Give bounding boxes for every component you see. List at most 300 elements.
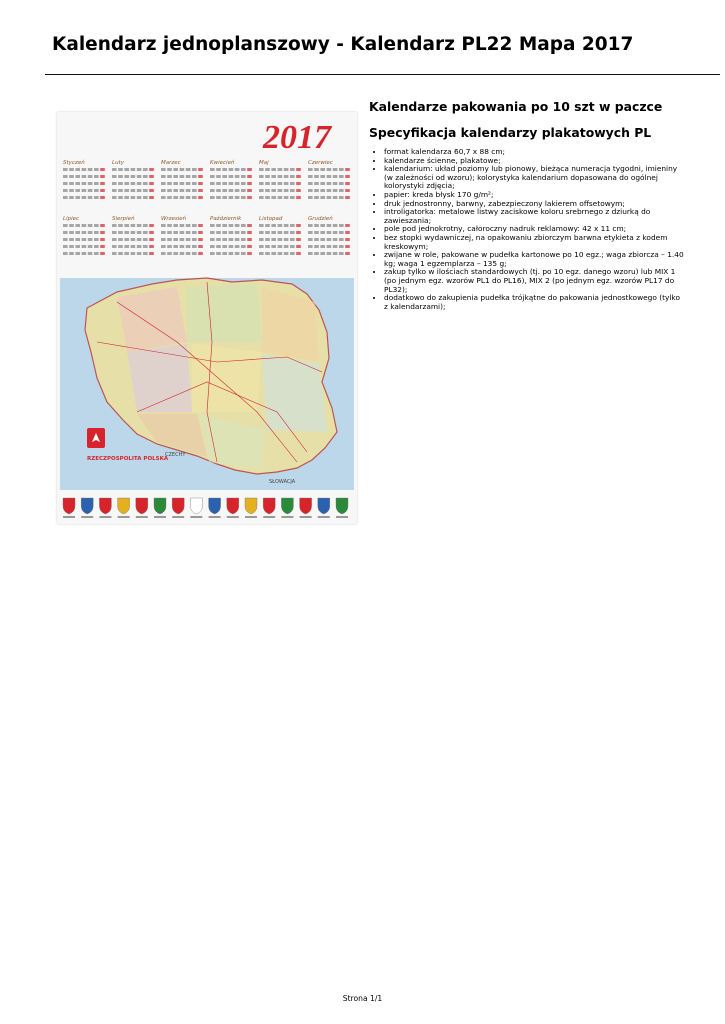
calendar-day-cell	[100, 182, 105, 185]
coat-of-arms-icon	[263, 498, 275, 514]
calendar-day-cell	[327, 168, 332, 171]
calendar-day-cell	[333, 189, 338, 192]
calendar-day-cell	[284, 245, 289, 248]
calendar-day-cell	[271, 168, 276, 171]
calendar-day-cell	[210, 175, 215, 178]
calendar-day-cell	[63, 245, 68, 248]
calendar-day-cell	[320, 231, 325, 234]
calendar-day-cell	[333, 168, 338, 171]
calendar-day-cell	[308, 168, 313, 171]
calendar-day-cell	[271, 224, 276, 227]
calendar-month-name: Sierpień	[112, 216, 135, 222]
coat-of-arms-caption	[81, 516, 93, 518]
calendar-day-cell	[210, 189, 215, 192]
poland-emblem	[87, 428, 105, 448]
calendar-day-cell	[112, 252, 117, 255]
calendar-day-cell	[137, 175, 142, 178]
calendar-day-cell	[173, 168, 178, 171]
calendar-day-cell	[247, 196, 252, 199]
calendar-day-cell	[173, 182, 178, 185]
calendar-day-cell	[222, 245, 227, 248]
calendar-day-cell	[186, 252, 191, 255]
coat-of-arms-caption	[318, 516, 330, 518]
calendar-day-cell	[69, 245, 74, 248]
calendar-day-cell	[143, 175, 148, 178]
calendar-day-cell	[180, 252, 185, 255]
calendar-day-cell	[94, 196, 99, 199]
calendar-day-cell	[296, 231, 301, 234]
calendar-day-cell	[278, 238, 283, 241]
coat-of-arms-icon	[154, 498, 166, 514]
calendar-day-cell	[278, 175, 283, 178]
calendar-day-cell	[192, 189, 197, 192]
calendar-day-cell	[345, 182, 350, 185]
calendar-month	[308, 215, 350, 255]
calendar-day-cell	[247, 252, 252, 255]
spec-heading: Specyfikacja kalendarzy plakatowych PL	[369, 125, 652, 140]
calendar-day-cell	[143, 252, 148, 255]
calendar-day-cell	[94, 224, 99, 227]
calendar-day-cell	[100, 168, 105, 171]
calendar-day-cell	[167, 231, 172, 234]
calendar-day-cell	[88, 182, 93, 185]
title-divider	[45, 74, 720, 75]
calendar-day-cell	[265, 196, 270, 199]
calendar-day-cell	[75, 175, 80, 178]
calendar-day-cell	[180, 175, 185, 178]
calendar-day-cell	[143, 196, 148, 199]
calendar-day-cell	[180, 245, 185, 248]
calendar-month	[259, 216, 301, 255]
calendar-day-cell	[149, 252, 154, 255]
calendar-day-cell	[161, 238, 166, 241]
calendar-day-cell	[112, 175, 117, 178]
calendar-day-cell	[131, 252, 136, 255]
calendar-day-cell	[167, 238, 172, 241]
calendar-day-cell	[241, 168, 246, 171]
calendar-day-cell	[290, 238, 295, 241]
calendar-day-cell	[63, 175, 68, 178]
calendar-month-name: Październik	[210, 216, 242, 222]
calendar-day-cell	[82, 224, 87, 227]
calendar-day-cell	[339, 182, 344, 185]
calendar-day-cell	[112, 189, 117, 192]
calendar-day-cell	[222, 231, 227, 234]
calendar-day-cell	[137, 252, 142, 255]
calendar-day-cell	[278, 224, 283, 227]
calendar-day-cell	[173, 224, 178, 227]
coat-of-arms-icon	[81, 498, 93, 514]
spec-item: • kalendarium: układ poziomy lub pionowy, bieżąca numeracja tygodni, imieniny (w zależności od wzoru); kolorystyka kalendarium dopasowana do ogólnej kolorystyki zdjęcia;	[384, 165, 684, 191]
coat-of-arms-caption	[154, 516, 166, 518]
calendar-day-cell	[186, 245, 191, 248]
coat-of-arms-icon	[227, 498, 239, 514]
calendar-day-cell	[161, 175, 166, 178]
calendar-day-cell	[241, 175, 246, 178]
calendar-day-cell	[82, 168, 87, 171]
calendar-day-cell	[216, 224, 221, 227]
calendar-day-cell	[296, 224, 301, 227]
calendar-day-cell	[75, 252, 80, 255]
calendar-day-cell	[131, 224, 136, 227]
calendar-day-cell	[235, 189, 240, 192]
calendar-day-cell	[161, 231, 166, 234]
calendar-day-cell	[100, 252, 105, 255]
calendar-day-cell	[63, 196, 68, 199]
calendar-day-cell	[124, 224, 129, 227]
calendar-day-cell	[308, 224, 313, 227]
calendar-day-cell	[198, 252, 203, 255]
calendar-day-cell	[308, 189, 313, 192]
calendar-day-cell	[271, 231, 276, 234]
calendar-day-cell	[345, 245, 350, 248]
calendar-day-cell	[210, 168, 215, 171]
calendar-day-cell	[339, 224, 344, 227]
calendar-day-cell	[210, 245, 215, 248]
calendar-day-cell	[198, 168, 203, 171]
calendar-day-cell	[88, 189, 93, 192]
calendar-day-cell	[241, 189, 246, 192]
calendar-month	[210, 159, 252, 199]
coat-of-arms-icon	[245, 498, 257, 514]
calendar-day-cell	[173, 175, 178, 178]
calendar-day-cell	[173, 189, 178, 192]
spec-item: • zwijane w role, pakowane w pudełka kartonowe po 10 egz.; waga zbiorcza – 1.40 kg; waga 1 egzemplarza – 135 g;	[384, 251, 684, 268]
spec-item: • introligatorka: metalowe listwy zaciskowe koloru srebrnego z dziurką do zawieszania;	[384, 208, 684, 225]
calendar-day-cell	[345, 231, 350, 234]
calendar-day-cell	[320, 238, 325, 241]
calendar-day-cell	[284, 252, 289, 255]
calendar-day-cell	[235, 224, 240, 227]
calendar-day-cell	[124, 231, 129, 234]
calendar-day-cell	[320, 245, 325, 248]
calendar-day-cell	[198, 189, 203, 192]
calendar-day-cell	[235, 168, 240, 171]
calendar-day-cell	[118, 168, 123, 171]
calendar-day-cell	[308, 245, 313, 248]
calendar-day-cell	[192, 231, 197, 234]
calendar-day-cell	[149, 224, 154, 227]
calendar-day-cell	[320, 168, 325, 171]
calendar-day-cell	[192, 175, 197, 178]
calendar-day-cell	[167, 175, 172, 178]
calendar-day-cell	[216, 189, 221, 192]
calendar-day-cell	[265, 231, 270, 234]
calendar-day-cell	[229, 196, 234, 199]
calendar-day-cell	[271, 238, 276, 241]
calendar-day-cell	[63, 224, 68, 227]
calendar-day-cell	[210, 252, 215, 255]
calendar-day-cell	[222, 196, 227, 199]
calendar-day-cell	[339, 196, 344, 199]
calendar-day-cell	[210, 231, 215, 234]
calendar-day-cell	[308, 182, 313, 185]
calendar-month-name: Kwiecień	[210, 160, 235, 166]
calendar-day-cell	[173, 196, 178, 199]
packaging-heading: Kalendarze pakowania po 10 szt w paczce	[369, 99, 663, 114]
calendar-day-cell	[149, 189, 154, 192]
calendar-day-cell	[173, 238, 178, 241]
calendar-month-name: Czerwiec	[308, 160, 333, 166]
calendar-day-cell	[186, 224, 191, 227]
calendar-day-cell	[327, 175, 332, 178]
calendar-day-cell	[241, 252, 246, 255]
calendar-day-cell	[296, 182, 301, 185]
calendar-day-cell	[229, 231, 234, 234]
product-image	[57, 112, 357, 524]
calendar-day-cell	[149, 182, 154, 185]
calendar-day-cell	[278, 196, 283, 199]
calendar-day-cell	[314, 252, 319, 255]
calendar-day-cell	[161, 245, 166, 248]
calendar-day-cell	[75, 231, 80, 234]
calendar-day-cell	[345, 238, 350, 241]
calendar-day-cell	[247, 245, 252, 248]
calendar-day-cell	[167, 224, 172, 227]
calendar-day-cell	[296, 196, 301, 199]
calendar-month	[63, 159, 105, 199]
calendar-day-cell	[247, 189, 252, 192]
calendar-day-cell	[180, 196, 185, 199]
calendar-day-cell	[137, 224, 142, 227]
calendar-day-cell	[222, 224, 227, 227]
calendar-day-cell	[112, 168, 117, 171]
calendar-day-cell	[131, 245, 136, 248]
calendar-day-cell	[124, 238, 129, 241]
calendar-day-cell	[314, 231, 319, 234]
calendar-day-cell	[229, 182, 234, 185]
calendar-day-cell	[149, 175, 154, 178]
calendar-day-cell	[143, 231, 148, 234]
calendar-day-cell	[333, 252, 338, 255]
calendar-day-cell	[69, 252, 74, 255]
coat-of-arms-caption	[63, 516, 75, 518]
calendar-day-cell	[284, 231, 289, 234]
calendar-day-cell	[222, 168, 227, 171]
calendar-day-cell	[265, 189, 270, 192]
calendar-month-name: Styczeń	[63, 160, 85, 166]
calendar-day-cell	[265, 168, 270, 171]
calendar-day-cell	[210, 224, 215, 227]
calendar-day-cell	[137, 245, 142, 248]
calendar-day-cell	[290, 224, 295, 227]
calendar-day-cell	[131, 231, 136, 234]
calendar-day-cell	[271, 189, 276, 192]
spec-item: • papier: kreda błysk 170 g/m²;	[384, 191, 684, 200]
coat-of-arms-caption	[336, 516, 348, 518]
coat-of-arms-icon	[118, 498, 130, 514]
calendar-day-cell	[278, 182, 283, 185]
calendar-day-cell	[241, 245, 246, 248]
calendar-day-cell	[296, 238, 301, 241]
coat-of-arms-icon	[281, 498, 293, 514]
calendar-day-cell	[124, 245, 129, 248]
page-footer: Strona 1/1	[342, 994, 383, 1003]
spec-item: • dodatkowo do zakupienia pudełka trójkątne do pakowania jednostkowego (tylko z kalendarzami);	[384, 294, 684, 311]
calendar-day-cell	[320, 252, 325, 255]
coat-of-arms-caption	[172, 516, 184, 518]
calendar-months-grid	[63, 159, 350, 255]
calendar-day-cell	[161, 168, 166, 171]
calendar-day-cell	[75, 238, 80, 241]
calendar-day-cell	[327, 238, 332, 241]
calendar-day-cell	[339, 231, 344, 234]
calendar-day-cell	[75, 182, 80, 185]
calendar-day-cell	[192, 245, 197, 248]
calendar-day-cell	[198, 182, 203, 185]
calendar-day-cell	[198, 238, 203, 241]
calendar-day-cell	[278, 252, 283, 255]
calendar-day-cell	[69, 238, 74, 241]
calendar-day-cell	[69, 182, 74, 185]
calendar-day-cell	[314, 182, 319, 185]
calendar-day-cell	[137, 196, 142, 199]
calendar-month	[112, 215, 154, 255]
coat-of-arms-icon	[172, 498, 184, 514]
calendar-day-cell	[296, 245, 301, 248]
calendar-day-cell	[100, 224, 105, 227]
calendar-day-cell	[345, 196, 350, 199]
calendar-day-cell	[137, 182, 142, 185]
calendar-day-cell	[180, 182, 185, 185]
calendar-day-cell	[69, 231, 74, 234]
calendar-day-cell	[296, 252, 301, 255]
calendar-day-cell	[137, 238, 142, 241]
calendar-day-cell	[88, 238, 93, 241]
calendar-day-cell	[137, 189, 142, 192]
calendar-day-cell	[192, 168, 197, 171]
calendar-day-cell	[339, 252, 344, 255]
calendar-day-cell	[186, 168, 191, 171]
calendar-day-cell	[167, 168, 172, 171]
calendar-day-cell	[314, 224, 319, 227]
calendar-day-cell	[75, 196, 80, 199]
calendar-day-cell	[216, 238, 221, 241]
calendar-day-cell	[284, 238, 289, 241]
calendar-day-cell	[180, 231, 185, 234]
calendar-day-cell	[216, 168, 221, 171]
calendar-day-cell	[216, 252, 221, 255]
calendar-day-cell	[271, 175, 276, 178]
calendar-day-cell	[339, 168, 344, 171]
calendar-day-cell	[88, 175, 93, 178]
calendar-day-cell	[259, 182, 264, 185]
calendar-day-cell	[241, 196, 246, 199]
calendar-day-cell	[198, 231, 203, 234]
calendar-day-cell	[192, 224, 197, 227]
spec-item: • format kalendarza 60,7 x 88 cm;	[384, 148, 684, 157]
calendar-day-cell	[327, 245, 332, 248]
calendar-day-cell	[259, 231, 264, 234]
calendar-day-cell	[186, 189, 191, 192]
calendar-day-cell	[143, 168, 148, 171]
calendar-day-cell	[112, 245, 117, 248]
calendar-day-cell	[241, 224, 246, 227]
calendar-day-cell	[198, 224, 203, 227]
calendar-day-cell	[314, 196, 319, 199]
calendar-day-cell	[222, 238, 227, 241]
calendar-day-cell	[229, 245, 234, 248]
calendar-day-cell	[241, 182, 246, 185]
calendar-day-cell	[131, 196, 136, 199]
calendar-day-cell	[271, 196, 276, 199]
calendar-day-cell	[173, 245, 178, 248]
calendar-day-cell	[235, 238, 240, 241]
calendar-day-cell	[118, 196, 123, 199]
coat-of-arms-icon	[318, 498, 330, 514]
calendar-day-cell	[112, 238, 117, 241]
calendar-day-cell	[284, 168, 289, 171]
calendar-day-cell	[271, 252, 276, 255]
calendar-day-cell	[314, 238, 319, 241]
spec-item: • kalendarze ścienne, plakatowe;	[384, 157, 684, 166]
calendar-day-cell	[149, 196, 154, 199]
calendar-day-cell	[167, 196, 172, 199]
coat-of-arms-caption	[136, 516, 148, 518]
calendar-day-cell	[333, 175, 338, 178]
calendar-day-cell	[186, 238, 191, 241]
calendar-day-cell	[94, 168, 99, 171]
calendar-day-cell	[229, 168, 234, 171]
map-country-label-slovakia: SŁOWACJA	[269, 479, 296, 485]
calendar-day-cell	[94, 231, 99, 234]
calendar-day-cell	[124, 168, 129, 171]
calendar-month-name: Maj	[259, 160, 269, 166]
calendar-day-cell	[259, 224, 264, 227]
calendar-day-cell	[333, 238, 338, 241]
calendar-day-cell	[308, 175, 313, 178]
calendar-day-cell	[131, 168, 136, 171]
calendar-day-cell	[290, 231, 295, 234]
coat-of-arms-caption	[209, 516, 221, 518]
calendar-day-cell	[69, 196, 74, 199]
calendar-day-cell	[63, 189, 68, 192]
coat-of-arms-icon	[300, 498, 312, 514]
calendar-day-cell	[131, 238, 136, 241]
calendar-day-cell	[296, 175, 301, 178]
calendar-day-cell	[278, 168, 283, 171]
calendar-day-cell	[88, 168, 93, 171]
calendar-day-cell	[320, 189, 325, 192]
calendar-month-name: Wrzesień	[161, 216, 187, 222]
calendar-day-cell	[265, 252, 270, 255]
calendar-day-cell	[290, 252, 295, 255]
calendar-day-cell	[333, 245, 338, 248]
coats-of-arms-row	[63, 498, 348, 518]
coat-of-arms-caption	[300, 516, 312, 518]
calendar-day-cell	[247, 175, 252, 178]
calendar-day-cell	[290, 189, 295, 192]
calendar-day-cell	[235, 231, 240, 234]
calendar-day-cell	[167, 182, 172, 185]
spec-list	[369, 148, 684, 311]
calendar-day-cell	[320, 182, 325, 185]
calendar-day-cell	[63, 182, 68, 185]
calendar-day-cell	[320, 224, 325, 227]
calendar-month-name: Marzec	[161, 160, 181, 166]
calendar-day-cell	[124, 182, 129, 185]
calendar-day-cell	[247, 182, 252, 185]
calendar-day-cell	[82, 238, 87, 241]
calendar-month-name: Lipiec	[63, 216, 80, 222]
calendar-day-cell	[198, 196, 203, 199]
calendar-day-cell	[259, 175, 264, 178]
calendar-day-cell	[167, 245, 172, 248]
calendar-day-cell	[265, 245, 270, 248]
calendar-day-cell	[222, 182, 227, 185]
calendar-day-cell	[161, 196, 166, 199]
calendar-day-cell	[100, 231, 105, 234]
